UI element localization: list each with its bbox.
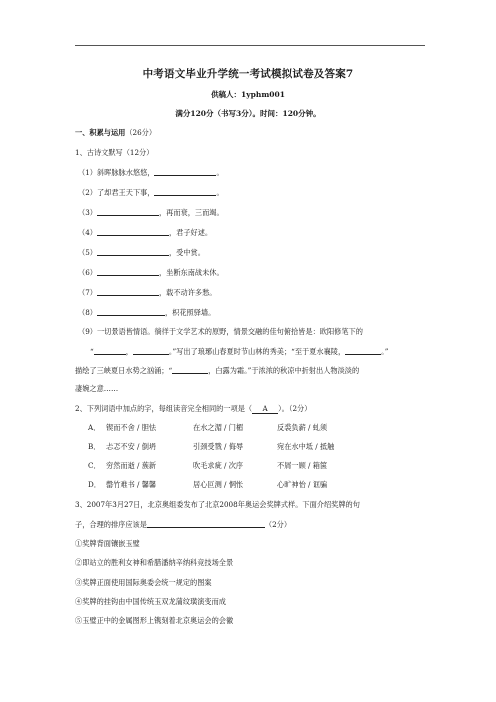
section-points: （26分） — [125, 128, 157, 137]
page-title: 中考语文毕业升学统一考试模拟试卷及答案7 — [142, 68, 354, 80]
top-rule — [75, 45, 425, 46]
q3-item-3: ③奖牌正面使用国际奥委会统一规定的图案 — [75, 578, 212, 587]
q1-item-5: （5） ，受中赏。 — [78, 248, 205, 257]
answer-blank[interactable] — [97, 307, 165, 316]
answer-blank[interactable] — [97, 287, 159, 296]
q1-item-9-line3: 描绘了三峡夏日水势之汹涌；“ ，白露为霜。”于浓浓的秋凉中折射出人物淡淡的 — [75, 366, 360, 375]
score-time: 满分120分（书写3分）。时间：120分钟。 — [175, 109, 321, 118]
q2-stem: 2、下列词语中加点的字，每组读音完全相同的一项是（ A ）。（2分） — [75, 404, 312, 413]
q1-item-3: （3） ，再而衰，三而竭。 — [78, 208, 224, 217]
q2-option-c: C． 穷然而逝 / 蔟新 吹毛求疵 / 次序 不屑一顾 / 箱箧 — [88, 461, 328, 470]
q1-item-8: （8） ，枳花照驿墙。 — [78, 308, 216, 317]
answer-blank[interactable] — [345, 346, 381, 355]
answer-blank[interactable] — [133, 346, 169, 355]
answer-blank[interactable] — [97, 227, 169, 236]
q1-item-9-line1: （9）一切景语皆情语。徜徉于文学艺术的原野，情景交融的佳句俯拾皆是：欧阳修笔下的 — [78, 327, 363, 336]
q3-line1: 3、2007年3月27日，北京奥组委发布了北京2008年奥运会奖牌式样。下面介绍奖牌的句 — [75, 500, 360, 509]
answer-blank[interactable] — [97, 247, 169, 256]
q3-item-5: ⑤玉璧正中的金属图形上镌刻着北京奥运会的会徽 — [75, 616, 234, 625]
q3-item-1: ①奖牌背面镶嵌玉璧 — [75, 539, 140, 548]
section-title: 一、积累与运用 — [75, 128, 126, 137]
answer-blank[interactable] — [97, 267, 159, 276]
q1-heading: 1、古诗文默写（12分） — [75, 148, 154, 157]
q2-answer[interactable]: A — [252, 404, 278, 414]
q1-item-4: （4） ，君子好逑。 — [78, 228, 213, 237]
q2-option-d: D． 罄竹难书 / 馨馨 居心叵测 / 惘怅 心旷神怡 / 诓骗 — [88, 480, 328, 489]
q3-item-4: ④奖牌的挂钩由中国传统玉双龙蒲纹璜演变而成 — [75, 597, 226, 606]
q1-item-2: （2）了却君王天下事， 。 — [78, 188, 224, 197]
answer-blank[interactable] — [154, 167, 216, 176]
q1-item-9-line2: “ ， 。”写出了琅琊山春夏时节山林的秀美；“至于夏水襄陵， 。” — [90, 347, 389, 356]
answer-blank[interactable] — [97, 207, 159, 216]
q3-item-2: ②即站立的胜利女神和希腊潘纳辛纳科竞技场全景 — [75, 558, 234, 567]
answer-blank[interactable] — [94, 346, 126, 355]
provider: 供稿人：1yphm001 — [211, 90, 285, 99]
q1-item-9-line4: 凄婉之意…… — [75, 384, 119, 393]
q1-item-1: （1）斜晖脉脉水悠悠， 。 — [78, 168, 224, 177]
answer-blank[interactable] — [154, 187, 216, 196]
answer-blank[interactable] — [172, 365, 208, 374]
answer-blank[interactable] — [147, 519, 265, 528]
q2-option-b: B． 忐忑不安 / 倒坍 引颈受戮 / 侮辱 宛在水中坻 / 抵触 — [88, 442, 335, 451]
q1-item-6: （6） ，坐断东南战未休。 — [78, 268, 224, 277]
q2-option-a: A． 锲而不舍 / 胆怯 在水之湄 / 门楣 反裘负薪 / 虬须 — [88, 423, 328, 432]
q3-line2: 子，合理的排序应该是 （2分） — [75, 520, 292, 529]
q1-item-7: （7） ，载不动许多愁。 — [78, 288, 217, 297]
section-heading — [75, 128, 430, 137]
